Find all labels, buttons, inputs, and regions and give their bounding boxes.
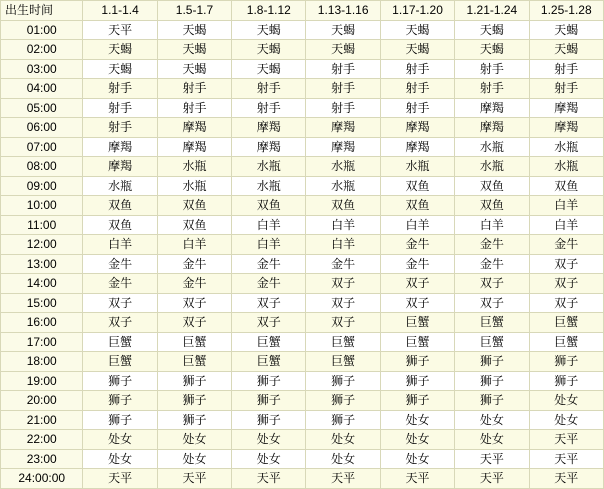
sign-cell: 摩羯 — [157, 137, 231, 157]
row-time-label: 21:00 — [1, 410, 83, 430]
sign-cell: 狮子 — [380, 371, 454, 391]
row-time-label: 12:00 — [1, 235, 83, 255]
sign-cell: 巨蟹 — [83, 352, 157, 372]
sign-cell: 天蝎 — [83, 59, 157, 79]
row-time-label: 14:00 — [1, 274, 83, 294]
sign-cell: 摩羯 — [455, 118, 529, 138]
sign-cell: 处女 — [380, 410, 454, 430]
sign-cell: 射手 — [306, 59, 380, 79]
sign-cell: 双子 — [380, 293, 454, 313]
sign-cell: 天平 — [306, 469, 380, 489]
sign-cell: 双鱼 — [232, 196, 306, 216]
sign-cell: 摩羯 — [306, 137, 380, 157]
sign-cell: 双子 — [529, 254, 603, 274]
sign-cell: 狮子 — [83, 371, 157, 391]
row-time-label: 07:00 — [1, 137, 83, 157]
sign-cell: 金牛 — [529, 235, 603, 255]
sign-cell: 狮子 — [306, 410, 380, 430]
header-date-range-3: 1.8-1.12 — [232, 1, 306, 21]
sign-cell: 双鱼 — [157, 196, 231, 216]
sign-cell: 狮子 — [455, 352, 529, 372]
row-time-label: 15:00 — [1, 293, 83, 313]
sign-cell: 巨蟹 — [380, 313, 454, 333]
sign-cell: 摩羯 — [455, 98, 529, 118]
sign-cell: 双子 — [157, 293, 231, 313]
header-date-range-7: 1.25-1.28 — [529, 1, 603, 21]
row-time-label: 02:00 — [1, 40, 83, 60]
sign-cell: 天平 — [83, 469, 157, 489]
sign-cell: 处女 — [455, 430, 529, 450]
sign-cell: 水瓶 — [306, 157, 380, 177]
header-row — [1, 1, 604, 21]
sign-cell: 双鱼 — [306, 196, 380, 216]
sign-cell: 双鱼 — [455, 196, 529, 216]
row-time-label: 24:00:00 — [1, 469, 83, 489]
header-date-range-5: 1.17-1.20 — [380, 1, 454, 21]
table-row — [1, 410, 604, 430]
sign-cell: 双子 — [380, 274, 454, 294]
sign-cell: 水瓶 — [529, 137, 603, 157]
sign-cell: 射手 — [232, 79, 306, 99]
sign-cell: 天平 — [529, 430, 603, 450]
sign-cell: 射手 — [455, 79, 529, 99]
sign-cell: 天蝎 — [455, 20, 529, 40]
sign-cell: 天蝎 — [306, 40, 380, 60]
sign-cell: 处女 — [157, 430, 231, 450]
table-row — [1, 332, 604, 352]
table-row — [1, 79, 604, 99]
sign-cell: 天平 — [232, 469, 306, 489]
sign-cell: 天平 — [455, 449, 529, 469]
table-row — [1, 196, 604, 216]
table-row — [1, 469, 604, 489]
sign-cell: 处女 — [380, 449, 454, 469]
row-time-label: 13:00 — [1, 254, 83, 274]
table-row — [1, 391, 604, 411]
sign-cell: 射手 — [455, 59, 529, 79]
sign-cell: 金牛 — [232, 274, 306, 294]
row-time-label: 22:00 — [1, 430, 83, 450]
row-time-label: 19:00 — [1, 371, 83, 391]
row-time-label: 10:00 — [1, 196, 83, 216]
sign-cell: 摩羯 — [83, 137, 157, 157]
sign-cell: 双鱼 — [529, 176, 603, 196]
sign-cell: 白羊 — [157, 235, 231, 255]
sign-cell: 金牛 — [157, 254, 231, 274]
sign-cell: 双子 — [306, 274, 380, 294]
sign-cell: 天蝎 — [232, 40, 306, 60]
sign-cell: 双鱼 — [455, 176, 529, 196]
sign-cell: 水瓶 — [232, 157, 306, 177]
sign-cell: 巨蟹 — [455, 313, 529, 333]
row-time-label: 17:00 — [1, 332, 83, 352]
sign-cell: 射手 — [157, 79, 231, 99]
sign-cell: 水瓶 — [83, 176, 157, 196]
table-row — [1, 371, 604, 391]
sign-cell: 射手 — [529, 79, 603, 99]
sign-cell: 水瓶 — [455, 137, 529, 157]
sign-cell: 白羊 — [380, 215, 454, 235]
sign-cell: 处女 — [83, 449, 157, 469]
sign-cell: 水瓶 — [529, 157, 603, 177]
sign-cell: 天平 — [157, 469, 231, 489]
sign-cell: 处女 — [232, 449, 306, 469]
sign-cell: 狮子 — [380, 352, 454, 372]
sign-cell: 水瓶 — [380, 157, 454, 177]
sign-cell: 天蝎 — [306, 20, 380, 40]
sign-cell: 天平 — [529, 469, 603, 489]
header-birth-time: 出生时间 — [1, 1, 83, 21]
sign-cell: 处女 — [529, 410, 603, 430]
sign-cell: 天平 — [455, 469, 529, 489]
sign-cell: 摩羯 — [380, 137, 454, 157]
sign-cell: 处女 — [380, 430, 454, 450]
sign-cell: 狮子 — [455, 371, 529, 391]
sign-cell: 摩羯 — [232, 137, 306, 157]
sign-cell: 水瓶 — [157, 157, 231, 177]
sign-cell: 双子 — [232, 293, 306, 313]
sign-cell: 天蝎 — [157, 20, 231, 40]
sign-cell: 双子 — [529, 274, 603, 294]
sign-cell: 射手 — [306, 79, 380, 99]
row-time-label: 04:00 — [1, 79, 83, 99]
sign-cell: 摩羯 — [529, 98, 603, 118]
sign-cell: 天平 — [380, 469, 454, 489]
sign-cell: 射手 — [232, 98, 306, 118]
sign-cell: 狮子 — [455, 391, 529, 411]
sign-cell: 巨蟹 — [157, 352, 231, 372]
header-date-range-2: 1.5-1.7 — [157, 1, 231, 21]
sign-cell: 白羊 — [529, 215, 603, 235]
sign-cell: 狮子 — [157, 391, 231, 411]
row-time-label: 05:00 — [1, 98, 83, 118]
sign-cell: 白羊 — [306, 215, 380, 235]
sign-cell: 天蝎 — [83, 40, 157, 60]
sign-cell: 白羊 — [455, 215, 529, 235]
table-row — [1, 274, 604, 294]
table-row — [1, 118, 604, 138]
sign-cell: 白羊 — [232, 235, 306, 255]
sign-cell: 双子 — [455, 293, 529, 313]
sign-cell: 巨蟹 — [232, 332, 306, 352]
sign-cell: 射手 — [83, 118, 157, 138]
sign-cell: 双鱼 — [83, 215, 157, 235]
sign-cell: 狮子 — [529, 371, 603, 391]
sign-cell: 双鱼 — [157, 215, 231, 235]
sign-cell: 处女 — [306, 430, 380, 450]
table-row — [1, 98, 604, 118]
sign-cell: 狮子 — [306, 391, 380, 411]
sign-cell: 水瓶 — [306, 176, 380, 196]
sign-cell: 狮子 — [306, 371, 380, 391]
table-row — [1, 293, 604, 313]
table-row — [1, 254, 604, 274]
sign-cell: 金牛 — [83, 254, 157, 274]
table-row — [1, 59, 604, 79]
table-row — [1, 176, 604, 196]
sign-cell: 天蝎 — [380, 20, 454, 40]
sign-cell: 双鱼 — [380, 196, 454, 216]
sign-cell: 金牛 — [380, 254, 454, 274]
header-date-range-6: 1.21-1.24 — [455, 1, 529, 21]
sign-cell: 天平 — [529, 449, 603, 469]
sign-cell: 射手 — [157, 98, 231, 118]
table-row — [1, 157, 604, 177]
row-time-label: 20:00 — [1, 391, 83, 411]
table-row — [1, 352, 604, 372]
sign-cell: 金牛 — [83, 274, 157, 294]
table-row — [1, 20, 604, 40]
sign-cell: 巨蟹 — [232, 352, 306, 372]
sign-cell: 摩羯 — [529, 118, 603, 138]
table-row — [1, 449, 604, 469]
sign-cell: 狮子 — [529, 352, 603, 372]
sign-cell: 狮子 — [380, 391, 454, 411]
table-row — [1, 137, 604, 157]
sign-cell: 天平 — [83, 20, 157, 40]
sign-cell: 金牛 — [455, 254, 529, 274]
sign-cell: 白羊 — [83, 235, 157, 255]
sign-cell: 摩羯 — [306, 118, 380, 138]
sign-cell: 金牛 — [232, 254, 306, 274]
sign-cell: 狮子 — [232, 371, 306, 391]
table-header — [1, 1, 604, 21]
sign-cell: 水瓶 — [157, 176, 231, 196]
sign-cell: 狮子 — [232, 391, 306, 411]
table-row — [1, 430, 604, 450]
sign-cell: 处女 — [455, 410, 529, 430]
sign-cell: 巨蟹 — [529, 332, 603, 352]
sign-cell: 天蝎 — [529, 20, 603, 40]
sign-cell: 白羊 — [232, 215, 306, 235]
row-time-label: 03:00 — [1, 59, 83, 79]
sign-cell: 天蝎 — [157, 40, 231, 60]
row-time-label: 18:00 — [1, 352, 83, 372]
sign-cell: 双子 — [455, 274, 529, 294]
table-body — [1, 20, 604, 488]
sign-cell: 天蝎 — [157, 59, 231, 79]
sign-cell: 狮子 — [83, 410, 157, 430]
sign-cell: 白羊 — [529, 196, 603, 216]
sign-cell: 水瓶 — [455, 157, 529, 177]
sign-cell: 巨蟹 — [380, 332, 454, 352]
sign-cell: 处女 — [232, 430, 306, 450]
sign-cell: 双鱼 — [380, 176, 454, 196]
sign-cell: 双子 — [529, 293, 603, 313]
sign-cell: 巨蟹 — [157, 332, 231, 352]
sign-cell: 射手 — [83, 98, 157, 118]
sign-cell: 处女 — [157, 449, 231, 469]
table-row — [1, 313, 604, 333]
sign-cell: 摩羯 — [157, 118, 231, 138]
sign-cell: 双子 — [83, 313, 157, 333]
sign-cell: 双鱼 — [83, 196, 157, 216]
sign-cell: 天蝎 — [232, 59, 306, 79]
table-row — [1, 235, 604, 255]
row-time-label: 23:00 — [1, 449, 83, 469]
sign-cell: 巨蟹 — [306, 352, 380, 372]
sign-cell: 射手 — [83, 79, 157, 99]
row-time-label: 16:00 — [1, 313, 83, 333]
sign-cell: 双子 — [232, 313, 306, 333]
sign-cell: 摩羯 — [232, 118, 306, 138]
row-time-label: 08:00 — [1, 157, 83, 177]
sign-cell: 天蝎 — [529, 40, 603, 60]
header-date-range-1: 1.1-1.4 — [83, 1, 157, 21]
sign-cell: 巨蟹 — [529, 313, 603, 333]
sign-cell: 射手 — [380, 79, 454, 99]
sign-cell: 双子 — [83, 293, 157, 313]
sign-cell: 天蝎 — [380, 40, 454, 60]
table-row — [1, 215, 604, 235]
sign-cell: 双子 — [157, 313, 231, 333]
sign-cell: 金牛 — [380, 235, 454, 255]
sign-cell: 处女 — [83, 430, 157, 450]
header-date-range-4: 1.13-1.16 — [306, 1, 380, 21]
sign-cell: 狮子 — [157, 410, 231, 430]
sign-cell: 白羊 — [306, 235, 380, 255]
sign-cell: 双子 — [306, 313, 380, 333]
sign-cell: 天蝎 — [455, 40, 529, 60]
sign-cell: 金牛 — [455, 235, 529, 255]
sign-cell: 天蝎 — [232, 20, 306, 40]
sign-cell: 摩羯 — [380, 118, 454, 138]
row-time-label: 11:00 — [1, 215, 83, 235]
sign-cell: 射手 — [529, 59, 603, 79]
sign-cell: 射手 — [380, 98, 454, 118]
sign-cell: 狮子 — [232, 410, 306, 430]
table-row — [1, 40, 604, 60]
sign-cell: 巨蟹 — [83, 332, 157, 352]
sign-cell: 狮子 — [157, 371, 231, 391]
sign-cell: 射手 — [306, 98, 380, 118]
sign-cell: 巨蟹 — [306, 332, 380, 352]
row-time-label: 09:00 — [1, 176, 83, 196]
sign-cell: 金牛 — [306, 254, 380, 274]
sign-cell: 金牛 — [157, 274, 231, 294]
sign-cell: 射手 — [380, 59, 454, 79]
row-time-label: 06:00 — [1, 118, 83, 138]
sign-cell: 水瓶 — [232, 176, 306, 196]
sign-cell: 巨蟹 — [455, 332, 529, 352]
sign-cell: 处女 — [306, 449, 380, 469]
row-time-label: 01:00 — [1, 20, 83, 40]
sign-cell: 双子 — [306, 293, 380, 313]
sign-cell: 狮子 — [83, 391, 157, 411]
sign-cell: 处女 — [529, 391, 603, 411]
sign-cell: 摩羯 — [83, 157, 157, 177]
